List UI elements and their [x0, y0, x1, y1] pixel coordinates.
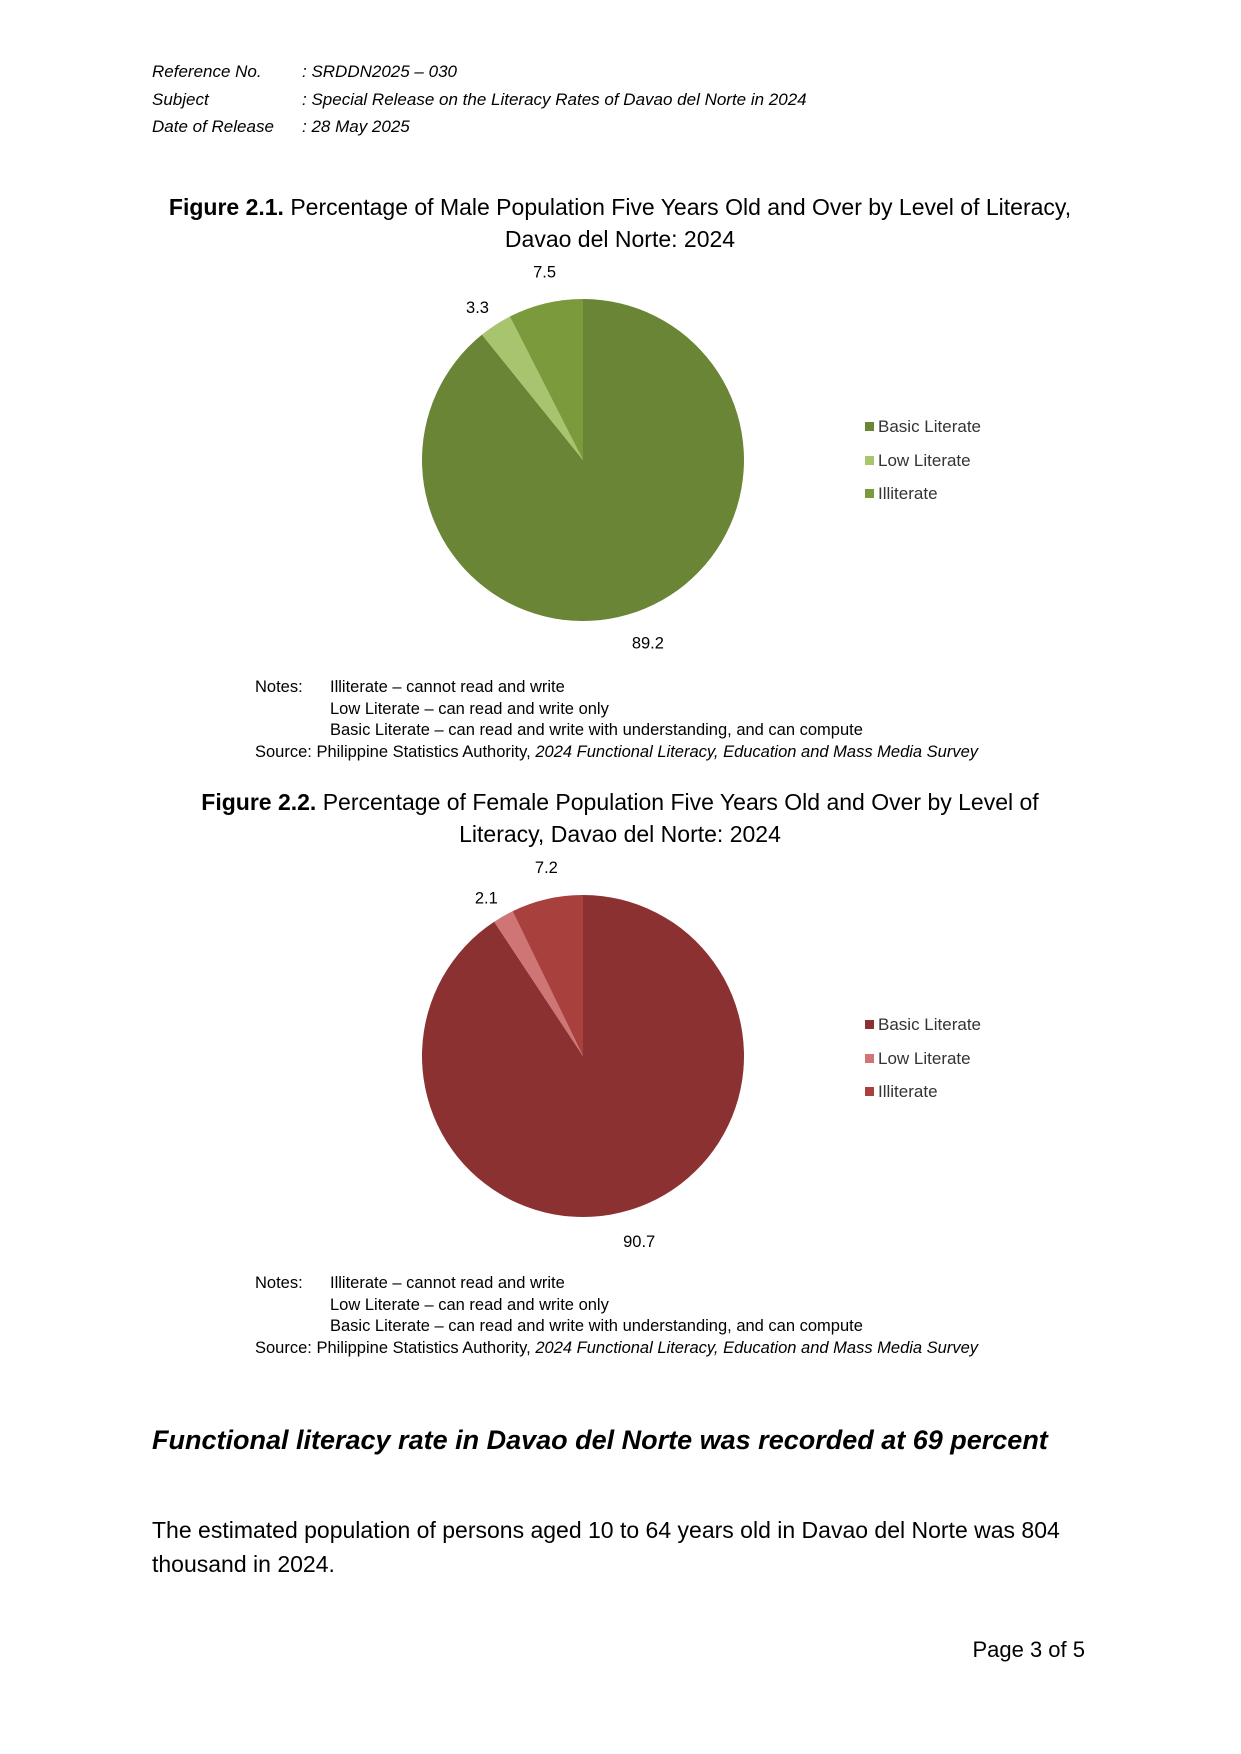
- figure-2-source: [255, 1338, 978, 1360]
- figure-1-notes: [255, 677, 978, 763]
- subject-label: Subject: [152, 89, 209, 109]
- reference-label: Reference No.: [152, 62, 262, 81]
- female-literacy-pie-chart: [380, 859, 1030, 1252]
- legend-item-low-literate: [865, 444, 981, 478]
- document-header: [152, 58, 807, 141]
- figure-2-title: [160, 786, 1080, 850]
- legend-swatch: [865, 456, 874, 465]
- figure-2-note: Illiterate – cannot read and write: [330, 1274, 565, 1292]
- figure-2-notes-label: Notes:: [255, 1274, 303, 1292]
- figure-1-title-text: Percentage of Male Population Five Years Old and Over by Level of Literacy, Davao del Norte: 2024: [290, 194, 1072, 252]
- legend-label: Basic Literate: [878, 417, 981, 436]
- legend-label: Illiterate: [878, 1082, 938, 1101]
- subject-row: [152, 86, 807, 114]
- section-headline: Functional literacy rate in Davao del Norte was recorded at 69 percent: [152, 1425, 1048, 1455]
- legend-swatch: [865, 489, 874, 498]
- pie-slice-basic-literate: [422, 299, 744, 621]
- figure-1-source-prefix: Source: Philippine Statistics Authority,: [255, 742, 536, 761]
- body-paragraph: The estimated population of persons aged 10 to 64 years old in Davao del Norte was 804 thousand in 2024.: [152, 1517, 1060, 1577]
- male-pie-legend: [865, 410, 981, 511]
- female-pie-legend: [865, 1008, 981, 1109]
- reference-row: [152, 58, 807, 86]
- figure-1-number: Figure 2.1.: [168, 194, 284, 220]
- legend-item-low-literate: [865, 1042, 981, 1076]
- date-row: [152, 113, 807, 141]
- legend-item-illiterate: [865, 1075, 981, 1109]
- legend-label: Basic Literate: [878, 1015, 981, 1034]
- data-label-basic-literate: 89.2: [631, 634, 664, 653]
- figure-1-notes-label: Notes:: [255, 678, 303, 696]
- legend-item-basic-literate: [865, 1008, 981, 1042]
- legend-label: Low Literate: [878, 1048, 971, 1068]
- date-label: Date of Release: [152, 117, 274, 136]
- figure-2-note: Low Literate – can read and write only: [330, 1295, 609, 1314]
- subject-value: : Special Release on the Literacy Rates of Davao del Norte in 2024: [302, 89, 807, 109]
- reference-value: : SRDDN2025 – 030: [302, 62, 457, 81]
- legend-label: Illiterate: [878, 484, 938, 503]
- figure-1-note: Low Literate – can read and write only: [330, 699, 609, 718]
- legend-swatch: [865, 1020, 874, 1029]
- legend-item-illiterate: [865, 477, 981, 511]
- figure-1-source-title: 2024 Functional Literacy, Education and Mass Media Survey: [535, 742, 979, 761]
- legend-item-basic-literate: [865, 410, 981, 444]
- data-label-illiterate: 7.2: [534, 859, 558, 878]
- figure-2-source-title: 2024 Functional Literacy, Education and Mass Media Survey: [535, 1338, 979, 1357]
- figure-1-source: [255, 742, 978, 764]
- figure-2-notes: [255, 1273, 978, 1359]
- figure-2-title-text: Percentage of Female Population Five Years Old and Over by Level of Literacy, Davao del Norte: 2024: [322, 789, 1039, 847]
- legend-label: Low Literate: [878, 450, 971, 470]
- legend-swatch: [865, 1054, 874, 1063]
- figure-2-number: Figure 2.2.: [201, 789, 317, 815]
- figure-1-note: Basic Literate – can read and write with understanding, and can compute: [330, 721, 863, 739]
- legend-swatch: [865, 1087, 874, 1096]
- figure-1-note: Illiterate – cannot read and write: [330, 678, 565, 696]
- data-label-low-literate: 3.3: [466, 298, 489, 317]
- male-literacy-pie-chart: [380, 263, 1030, 653]
- data-label-illiterate: 7.5: [533, 263, 557, 282]
- date-value: : 28 May 2025: [302, 117, 410, 136]
- figure-2-source-prefix: Source: Philippine Statistics Authority,: [255, 1338, 536, 1357]
- data-label-low-literate: 2.1: [474, 889, 498, 908]
- figure-1-title: [160, 191, 1080, 255]
- legend-swatch: [865, 422, 874, 431]
- data-label-basic-literate: 90.7: [623, 1233, 656, 1252]
- page-number: Page 3 of 5: [972, 1637, 1085, 1662]
- figure-2-note: Basic Literate – can read and write with understanding, and can compute: [330, 1317, 863, 1335]
